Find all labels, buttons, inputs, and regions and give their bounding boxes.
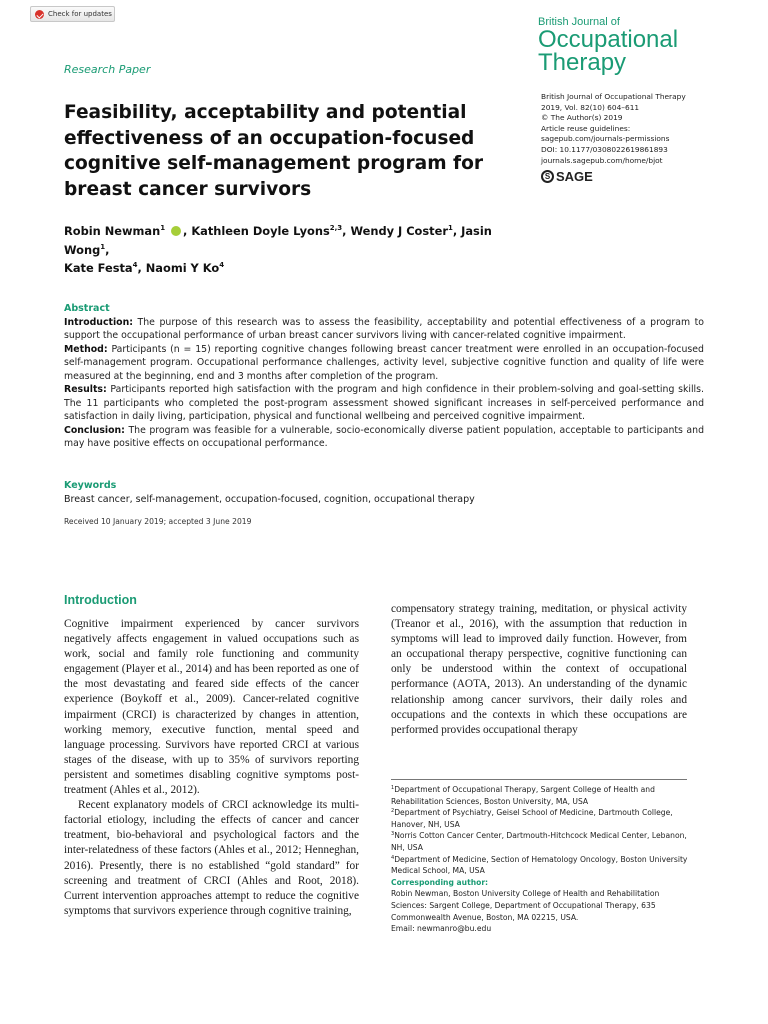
body-column-left [64, 617, 359, 919]
affiliation-text: Norris Cotton Cancer Center, Dartmouth-Hitchcock Medical Center, Lebanon, NH, USA [391, 831, 687, 852]
affiliation-text: Department of Psychiatry, Geisel School of Medicine, Dartmouth College, Hanover, NH, USA [391, 808, 673, 829]
author-name[interactable]: , Kathleen Doyle Lyons [183, 224, 330, 238]
footnote-divider [391, 779, 687, 780]
abstract-text: Participants (n = 15) reporting cognitive changes following breast cancer treatment were enrolled in an occupation-focused self-management program. Occupational performance challenges, activity level, subjective cognitive function and quality of life were measured at the beginning, end and 3 months after completion of the program. [64, 343, 704, 382]
check-badge-icon [35, 10, 44, 19]
article-metadata [541, 92, 731, 166]
affiliation-marker: 2,3 [329, 224, 343, 232]
article-type-label: Research Paper [64, 63, 151, 76]
article-title: Feasibility, acceptability and potential effectiveness of an occupation-focused cognitive self-management program for breast cancer survivors [64, 102, 484, 200]
meta-reuse-label: Article reuse guidelines: [541, 123, 631, 133]
meta-doi[interactable]: DOI: 10.1177/0308022619861893 [541, 144, 668, 154]
sage-logo-text: SAGE [556, 169, 593, 184]
meta-copyright: © The Author(s) 2019 [541, 113, 623, 123]
keywords-section [64, 479, 704, 507]
abstract-label: Conclusion: [64, 424, 125, 436]
introduction-heading: Introduction [64, 593, 137, 607]
check-for-updates-label: Check for updates [48, 10, 112, 18]
sage-s-icon: S [541, 170, 554, 183]
abstract-label: Method: [64, 343, 108, 355]
body-paragraph: compensatory strategy training, meditation, or physical activity (Treanor et al., 2016), with the assumption that reduction in symptoms will lead to improved daily function. However, from an occupational therapy perspective, cognitive functioning can only be understood within the context of occupational performance (AOTA, 2013). An understanding of the dynamic relationship among cancer survivors, their daily roles and occupations and the contexts in which these occupations are performed provides occupational therapy [391, 603, 687, 736]
author-separator: , [105, 242, 110, 257]
affiliation-footnote [391, 854, 696, 877]
author-name[interactable]: , Jasin Wong [64, 224, 492, 257]
author-name[interactable]: Robin Newman [64, 224, 161, 238]
keywords-text: Breast cancer, self-management, occupation-focused, cognition, occupational therapy [64, 494, 475, 505]
affiliation-text: Department of Medicine, Section of Hematology Oncology, Boston University Medical School, MA, USA [391, 854, 688, 876]
body-column-right [391, 602, 687, 738]
abstract-results [64, 383, 704, 424]
affiliation-marker: 1 [100, 242, 106, 251]
affiliation-marker: 1 [160, 224, 166, 232]
received-dates: Received 10 January 2019; accepted 3 June 2019 [64, 517, 252, 526]
journal-logo-line1: British Journal of [538, 16, 620, 28]
body-paragraph: Cognitive impairment experienced by cancer survivors negatively affects engagement in valued occupations such as work, social and family role functioning and community engagement (Player et al., 2014) and has been reported as one of the most devastating and feared side effects of the cancer experience (Boykoff et al., 2009). Cancer-related cognitive impairment (CRCI) is characterized by changes in attention, working memory, executive function, mental speed and language processing. Survivors have reported CRCI at various stages of the disease, with up to 35% of survivors reporting persistent and sometimes disabling cognitive symptoms post-treatment (Ahles et al., 2012). [64, 618, 359, 797]
abstract-section [64, 302, 704, 451]
abstract-label: Introduction: [64, 316, 133, 328]
journal-logo [538, 17, 678, 74]
affiliations-footnotes [391, 784, 696, 935]
check-for-updates-button[interactable] [30, 6, 115, 22]
corresponding-author-text: Robin Newman, Boston University College of Health and Rehabilitation Sciences: Sargent College, Department of Occupational Therapy, 635 Commonwealth Avenue, Boston, MA 02215, USA. [391, 889, 660, 922]
affiliation-marker: 4 [391, 854, 395, 861]
affiliation-marker: 4 [132, 261, 138, 269]
abstract-text: The program was feasible for a vulnerable, socio-economically diverse patient population, acceptable to participants and may have positive effects on occupational performance. [64, 424, 704, 449]
sage-logo [541, 169, 593, 184]
keywords-heading: Keywords [64, 480, 117, 491]
abstract-label: Results: [64, 384, 107, 395]
affiliation-marker: 4 [219, 261, 225, 269]
abstract-conclusion [64, 424, 704, 451]
abstract-introduction [64, 316, 704, 343]
author-name[interactable]: , Wendy J Coster [342, 224, 448, 238]
affiliation-footnote [391, 784, 696, 807]
abstract-heading: Abstract [64, 303, 110, 314]
orcid-icon[interactable] [171, 226, 181, 236]
affiliation-marker: 1 [447, 224, 453, 232]
corresponding-author-email[interactable]: Email: newmanro@bu.edu [391, 924, 492, 934]
author-name[interactable]: , Naomi Y Ko [137, 261, 220, 275]
meta-volume: 2019, Vol. 82(10) 604–611 [541, 102, 640, 112]
body-paragraph: Recent explanatory models of CRCI acknowledge its multi-factorial etiology, including the effects of cancer and cancer treatment, bio-behavioral and psychological factors and the inter-relatedness of these factors (Ahles et al., 2012; Henneghan, 2016). Presently, there is no established “gold standard” for screening and treatment of CRCI (Ahles and Root, 2018). Current intervention approaches attempt to reduce the cognitive symptoms that survivors experience through cognitive training, [64, 799, 359, 917]
affiliation-text: Department of Occupational Therapy, Sargent College of Health and Rehabilitation Sciences, Boston University, MA, USA [391, 785, 655, 806]
corresponding-author-heading: Corresponding author: [391, 877, 489, 887]
author-list [64, 222, 534, 278]
meta-journal: British Journal of Occupational Therapy [541, 92, 686, 101]
affiliation-marker: 2 [391, 808, 395, 815]
author-name[interactable]: Kate Festa [64, 261, 133, 275]
affiliation-marker: 3 [391, 831, 395, 838]
meta-home-link[interactable]: journals.sagepub.com/home/bjot [541, 155, 663, 165]
journal-logo-line3: Therapy [538, 49, 627, 76]
meta-reuse-link[interactable]: sagepub.com/journals-permissions [541, 134, 670, 144]
affiliation-marker: 1 [391, 785, 395, 791]
abstract-text: The purpose of this research was to assess the feasibility, acceptability and potential effectiveness of a program to support the occupational performance of urban breast cancer survivors living with cancer-related cognitive impairment. [64, 316, 704, 341]
affiliation-footnote [391, 807, 696, 830]
journal-logo-line2: Occupational [538, 26, 679, 53]
affiliation-footnote [391, 830, 696, 853]
abstract-method [64, 343, 704, 384]
abstract-text: Participants reported high satisfaction with the program and high confidence in their problem-solving and goal-setting skills. The 11 participants who completed the post-program assessment showed significant increases in self-perceived performance and satisfaction in daily living, participation, physical and functional wellbeing and perceived cognitive impairment. [64, 384, 704, 422]
